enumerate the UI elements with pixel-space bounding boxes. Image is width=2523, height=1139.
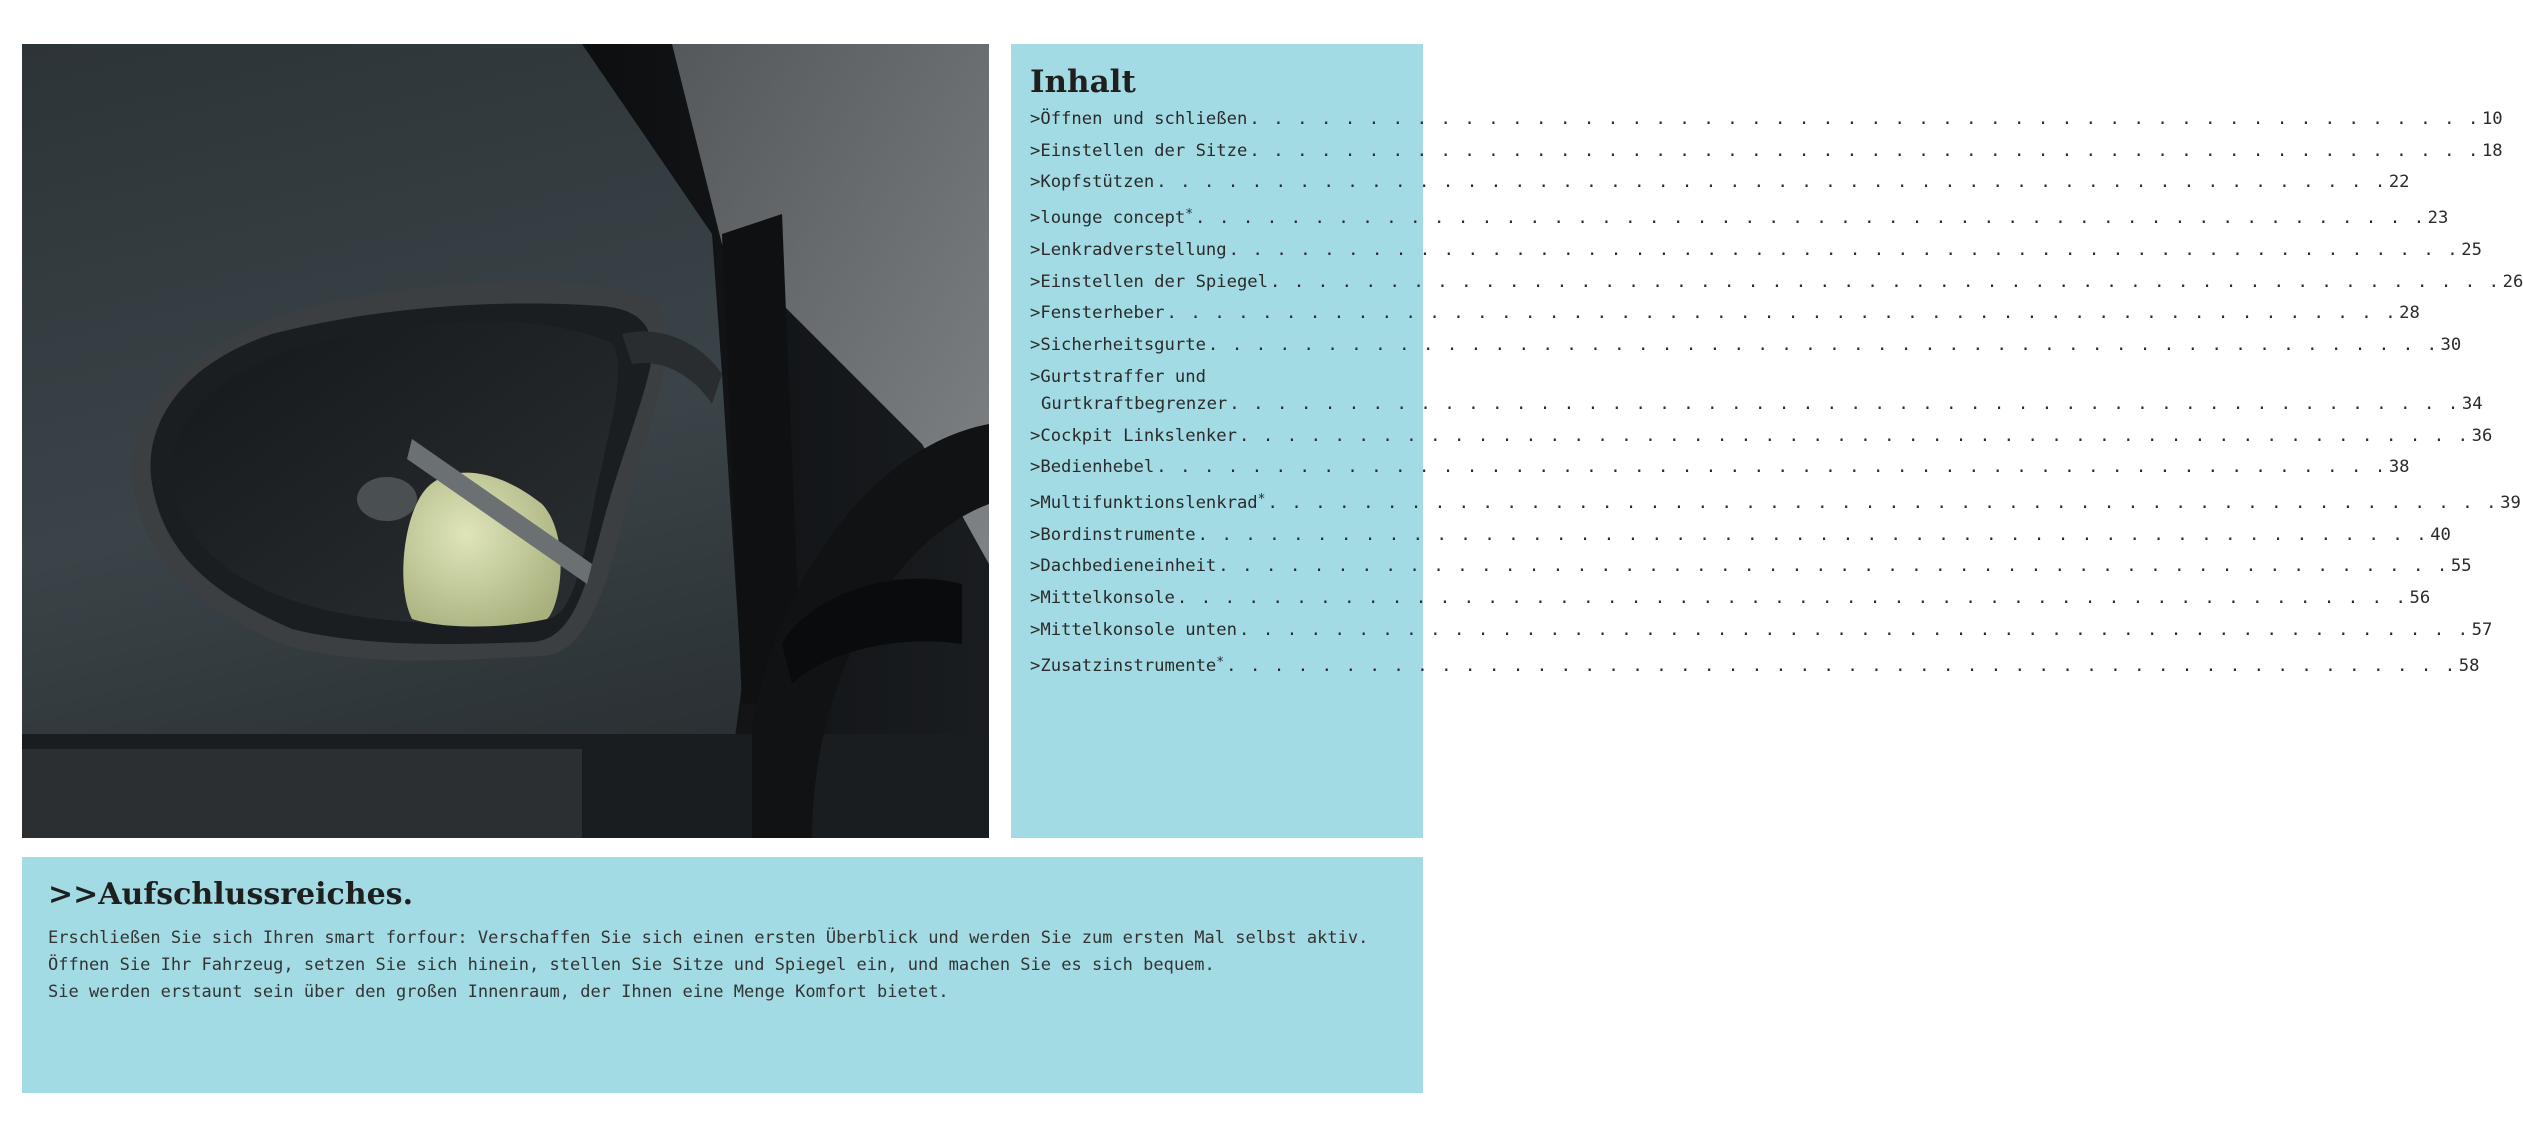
toc-entry[interactable]: [1030, 199, 2449, 235]
toc-list: [1030, 104, 2523, 682]
toc-entry-page: 28: [2399, 303, 2420, 324]
intro-line: Öffnen Sie Ihr Fahrzeug, setzen Sie sich hinein, stellen Sie Sitze und Spiegel ein, und machen Sie es sich bequem.: [48, 955, 1215, 975]
toc-entry[interactable]: [1030, 647, 2480, 683]
toc-entry[interactable]: [1030, 615, 2493, 647]
toc-entry-page: 57: [2471, 619, 2493, 640]
dot-leader: [1167, 298, 2398, 330]
dot-leader: [1229, 235, 2460, 267]
toc-entry-label: Gurtkraftbegrenzer: [1041, 394, 1228, 415]
toc-entry-page: 36: [2471, 425, 2493, 446]
dot-leader: [1177, 583, 2408, 615]
toc-entry-page: 10: [2481, 109, 2503, 129]
toc-entry-label: >Cockpit Linkslenker: [1030, 425, 1237, 446]
toc-entry-label: >Gurtstraffer und: [1030, 366, 1206, 387]
toc-entry-page: 34: [2461, 394, 2483, 415]
toc-entry[interactable]: [1030, 136, 2503, 168]
dot-leader: [1229, 389, 2460, 421]
toc-entry-page: 58: [2458, 655, 2480, 676]
car-mirror-photo: [22, 44, 989, 838]
toc-entry-label: >Kopfstützen: [1030, 172, 1155, 193]
toc-entry-label: >lounge concept*: [1030, 207, 1194, 229]
toc-entry-label: >Einstellen der Spiegel: [1030, 271, 1268, 292]
toc-entry[interactable]: [1030, 235, 2482, 267]
toc-entry[interactable]: [1030, 298, 2420, 330]
footnote-star: *: [1216, 654, 1225, 670]
footnote-star: *: [1185, 207, 1194, 223]
dot-leader: [1226, 651, 2457, 683]
toc-entry[interactable]: [1030, 267, 2523, 299]
toc-entry-label: >Zusatzinstrumente*: [1030, 654, 1225, 676]
toc-entry-label: >Dachbedieneinheit: [1030, 556, 1217, 577]
toc-entry[interactable]: [1030, 520, 2451, 552]
dot-leader: [1270, 267, 2501, 299]
toc-entry[interactable]: [1030, 452, 2410, 484]
dot-leader: [1239, 421, 2470, 453]
toc-entry[interactable]: [1030, 330, 2462, 362]
dot-leader: [1208, 330, 2439, 362]
toc-entry-label: >Mittelkonsole: [1030, 588, 1175, 609]
toc-entry[interactable]: [1030, 551, 2472, 583]
toc-entry-label: >Bedienhebel: [1030, 457, 1155, 478]
toc-entry-label: >Multifunktionslenkrad*: [1030, 492, 1266, 514]
dot-leader: [1249, 136, 2480, 168]
intro-line: Erschließen Sie sich Ihren smart forfour: Verschaffen Sie sich einen ersten Überblick und werden Sie zum ersten Mal selbst aktiv.: [48, 928, 1369, 948]
intro-title: >>Aufschlussreiches.: [48, 877, 414, 912]
toc-entry-page: 38: [2388, 457, 2410, 478]
dot-leader: [1249, 104, 2480, 136]
toc-entry-page: 26: [2502, 271, 2523, 292]
toc-entry[interactable]: [1030, 583, 2431, 615]
toc-entry[interactable]: [1030, 421, 2493, 453]
toc-entry-page: 56: [2409, 588, 2431, 609]
table-of-contents: [1011, 44, 2523, 838]
intro-section: [22, 857, 1423, 1093]
toc-entry[interactable]: [1030, 104, 2503, 136]
toc-entry-label: >Öffnen und schließen: [1030, 109, 1248, 129]
toc-entry-page: 40: [2430, 524, 2451, 545]
dot-leader: [1156, 167, 2387, 199]
toc-entry-page: 39: [2500, 493, 2521, 514]
toc-entry-page: 25: [2461, 239, 2482, 260]
toc-entry[interactable]: [1030, 167, 2410, 199]
side-mirror-illustration: [22, 44, 989, 838]
dot-leader: [1239, 615, 2470, 647]
dot-leader: [1198, 520, 2429, 552]
dot-leader: [1267, 488, 2498, 520]
toc-entry-label: >Bordinstrumente: [1030, 524, 1196, 545]
dot-leader: [1195, 203, 2426, 235]
toc-entry[interactable]: [1030, 484, 2521, 520]
dot-leader: [1156, 452, 2387, 484]
toc-entry-page: 30: [2440, 334, 2462, 355]
toc-entry[interactable]: [1030, 362, 2483, 421]
footnote-star: *: [1257, 492, 1266, 508]
toc-entry-label: >Mittelkonsole unten: [1030, 619, 1237, 640]
toc-entry-label: >Einstellen der Sitze: [1030, 140, 1248, 161]
toc-title: Inhalt: [1030, 64, 1136, 100]
intro-line: Sie werden erstaunt sein über den großen Innenraum, der Ihnen eine Menge Komfort bietet.: [48, 982, 949, 1002]
toc-entry-label: >Lenkradverstellung: [1030, 239, 1227, 260]
toc-entry-page: 55: [2450, 556, 2472, 577]
dot-leader: [1218, 551, 2449, 583]
toc-entry-page: 18: [2481, 140, 2503, 161]
toc-entry-page: 22: [2388, 172, 2410, 193]
toc-entry-label: >Sicherheitsgurte: [1030, 334, 1206, 355]
toc-entry-page: 23: [2427, 208, 2449, 229]
toc-entry-label: >Fensterheber: [1030, 303, 1165, 324]
